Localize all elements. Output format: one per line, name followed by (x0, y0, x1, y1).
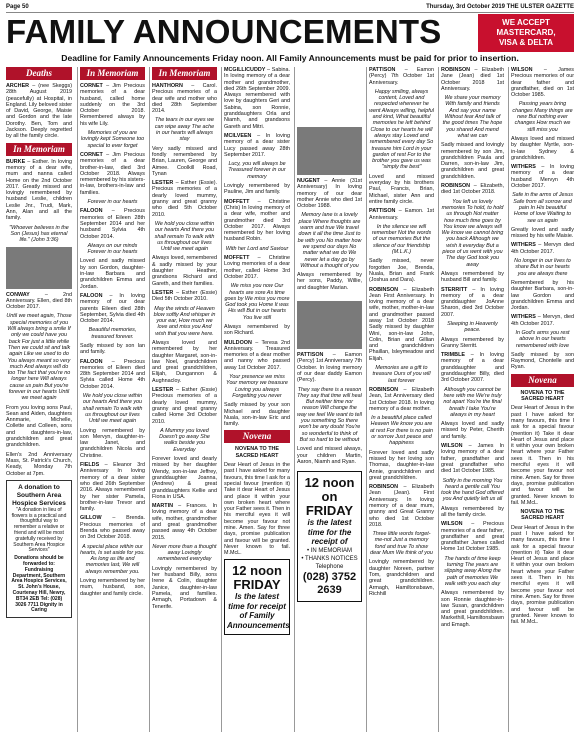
notice-withers-2 (511, 242, 574, 255)
notice-moffett (224, 199, 290, 243)
notice-verse: Safe in the arms of Jesus Safe from all sorrow and pain In His beautiful Home of love Waiting to see us again (512, 192, 573, 224)
notice-archer (6, 83, 72, 140)
notice-text: – In loving memory of our dear parents Eileen died 28th September, Sylvia died 4th October 2014. (80, 292, 145, 325)
notice-name: ROBINSON (369, 286, 399, 293)
notice-name: MARTIN (152, 503, 173, 510)
notice-signature: Remembered by his daughter Barbara, son-in-law Gordon and grandchildren Emma and Jordan. (511, 279, 574, 312)
novena-title: NOVENA TO THE SACRED HEART (520, 509, 565, 522)
in-memoriam-header: In Memoriam (152, 67, 217, 80)
notice-signature: Sadly missed by your son Michael and daughter Nuala, son-in-law Eric and family. (224, 402, 290, 428)
notice-name: FALOON (80, 208, 103, 215)
column-3 (149, 67, 219, 732)
notice-text: – Esther (Essie). Precious memories of a dearly loved mummy, granny and great granny who died 5th October 2010. (152, 180, 217, 218)
cards-accepted-badge (478, 14, 574, 52)
notice-signature: Always remembered by son Richard. (224, 323, 290, 337)
notice-text: – James Precious memories of our dear father and grandfather, died on 1st October 1985. (511, 67, 574, 99)
noon-text: Is the latest time for receipt of Family Announcements (227, 592, 290, 630)
notice-verse: With her Lord and Saviour (225, 245, 289, 252)
notice-text: – Precious memories of Eileen died 28th September 2014 and Sylvia called Home 4th October 2014. (80, 358, 145, 390)
notice-cornet-2 (80, 152, 145, 196)
notice-signature: Forever loved and sadly missed by her loving son Thomas, daughter-in-law Annie, grandchildren and great grandchildren. (369, 449, 434, 481)
notice-verse: A Mummy you loved Doesn't go away She walks beside you Everyday (159, 427, 210, 453)
notice-name: BURKE (6, 158, 26, 165)
notice-signature: Always remembered by son Ronnie daughter-in-law Susan, grandchildren and great grandchildren. Markethill, Hamiltonsbawn and Emagh. (441, 590, 504, 628)
notice-lester (152, 180, 217, 218)
notice-verse: Softly in the morning You heard a gentle call You took the hand God offered you And quietly left us all (441, 477, 504, 503)
notice-gillow (80, 515, 145, 540)
noon-item-thanks: • THANKS NOTICES (301, 555, 358, 562)
notice-signature: Loving remembered by her mum, husband, son, daughter and family circle. (80, 578, 145, 597)
notice-robinson-2 (369, 387, 434, 412)
notice-verse: Although you cannot be here with me We're truly not apart You're the final breath I take You're always in my heart (443, 386, 502, 418)
notice-pattison (297, 352, 362, 383)
column-6 (366, 67, 436, 732)
notice-verse: You left us lovely memories To hold, to hold us through Not matter how much time goes by You know we always will We know we cannot bring you back Although we wish it everyday But a piece of us went with you The day God took you away (441, 198, 504, 268)
notice-verse: In God's arms you rest above In our hearts remembered with love (515, 329, 570, 349)
notice-verse: May the winds of Heaven blow softly And whisper in your ear, How much we love and miss you And wish that you were here. (153, 305, 216, 337)
notice-name: WITHERS (511, 164, 536, 171)
notice-text: – Brenda. Precious memories of Brenda who passed away on 3rd October 2018. (80, 515, 145, 541)
notice-name: ROBINSON (369, 386, 399, 393)
notice-withers (511, 164, 574, 189)
notice-name: WITHERS (511, 242, 536, 249)
notice-text: – Elizabeth Jean First Anniversary. In loving memory of a dear wife, mother, mother-in-law and grandmother passed away 1st October 2018 Sadly missed by daughter Wini, son-in-law John, Colin, Brian and Gillian and grandchildren Phaillan, Isleymeadow and Elijah. (369, 286, 435, 362)
notice-pattison-2 (369, 67, 434, 86)
notice-text: – Frances. In loving memory of a dear wife, mother, grandmother and great grandmother passed away 4th October 2015. (152, 503, 217, 541)
notice-signature: Always loved, remembered & sadly missed by your daughter Heather, grandsons Richard and Gareth, and their families. (152, 255, 218, 287)
notice-robinson (369, 287, 434, 363)
notice-text: – In loving memory of a dear granddaughter JoAnne Sharon, died 3rd October 2007. (441, 286, 505, 318)
notice-verse: Beautiful memories, treasured forever. (88, 327, 137, 340)
noon-telephone-label: Telephone (315, 563, 344, 570)
notice-verse: Sleeping in Heavenly peace. (447, 320, 498, 334)
notice-name: WITHERS (511, 314, 536, 321)
notice-name: WILSON (441, 443, 463, 450)
notice-verse: They say there is a reason They say that time will heal But neither time nor reason Will change the way we feel We want to tell you something So there won't be any doubt You're so wonderful to think of But so hard to be without (297, 386, 362, 443)
cards-line-2: MASTERCARD, (496, 28, 556, 37)
hospice-donation-box (6, 480, 72, 618)
notice-hanthorn (152, 83, 217, 114)
notice-mcilveen (224, 133, 290, 158)
notice-lester-3 (152, 387, 217, 425)
column-8 (508, 67, 574, 732)
notice-signature: Sadly missed and lovingly remembered by son Jim, grandchildren Paula and Darren, son-in-law Jim, grandchildren and great grandchildren. (441, 142, 504, 180)
notice-cornet (80, 83, 145, 127)
notice-signature: Always remembered by husband Bill and family. (441, 270, 504, 284)
notice-text: – 2nd Anniversary. Ellen, died 8th October 2017. (6, 291, 72, 311)
notice-faloon (80, 208, 145, 239)
notice-text: – In loving memory of a dear granddaughter and granddaughter Billy, died 3rd October 2007. (441, 352, 505, 384)
notice-signature: From you loving sons Paul, Sean and Aiden, daughters Annmarie, Michelle, Collette and Colleen, sons and daughters-in-law, grandchildren and great grandchildren. (6, 404, 72, 449)
notice-name: TRIMBLE (441, 352, 465, 359)
notice-name: HANTHORN (152, 83, 183, 89)
notice-text: – Elizabeth, died 1st October 2018. (441, 183, 505, 196)
novena-header: Novena (224, 430, 290, 443)
novena-title: NOVENA TO THE SACRED HEART (234, 446, 280, 459)
notice-name: GILLOW (80, 515, 102, 522)
announcements-columns (6, 67, 574, 732)
notice-mass: Ellen's 2nd Anniversary Mass, St. Patrick's Church, Keady, Monday 7th October at 7pm. (6, 451, 72, 477)
page-number: Page 50 (6, 4, 29, 10)
notice-verse: A special place within our hearts, Is set aside for you. As long as life and memories last, We will always remember you. (80, 543, 145, 575)
notice-text: – (nee Skeggs) 28th August 2019 (peacefully) at Hospital, in England. Lily beloved sister of David, George, Maisie and Gordon and the late Dorothy. Ben, Tom and Jackson. Deeply regretted by all the family circle. (6, 83, 72, 140)
novena-text: Dear Heart of Jesus in the past I have asked for many favours, this time I ask for a special favour (mention it) Take it dear Heart of Jesus and place it within your own broken heart where your Father sees it. Then in his merciful eyes it will become your favour not mine. Amen. Say for three days, promise publication and favour will be granted. Never known to fail. M.McL. (224, 462, 290, 557)
notice-text: – Elizabeth Jean (Jean). First Anniversary. In loving memory of a dear mum, granny and Great Granny who died 1st October 2018. (369, 484, 435, 528)
novena-text: Dear Heart of Jesus in the past I have asked for many favours, this time I ask for a special favour (mention it) Take it dear Heart of Jesus and place it within your own broken heart where your Father sees it. Then in his merciful eyes it will become your favour not mine. Amen. Say for three days, promise publication and favour will be granted. Never known to fail. M.McL. (511, 405, 574, 506)
notice-text: – Christine (Chris) In loving memory of a dear wife, mother and grandmother died 3rd October 2017. Always remembered by her loving husband Robin. (224, 198, 290, 243)
notice-signature: Very sadly missed and fondly remembered by Brian, Lauren, George and Aimee. Coolkill Road, Tynan (152, 145, 217, 177)
notice-verse: Never more than a thought away Lovingly remembered everyday (152, 543, 217, 563)
memorial-photo (297, 127, 362, 175)
notice-signature: Loved and missed everyday by his brothers Paul, Francis, Brian, Michael, sister Ann and entire family circle. (369, 173, 434, 205)
notice-name: CORNET (80, 151, 103, 158)
notice-text: – Christine Loving memories of a dear mother, called Home 3rd October 2017. (224, 255, 290, 280)
donation-title: A donation to Southern Area Hospice Services (12, 483, 66, 507)
notice-name: ROBINSON (369, 484, 399, 491)
notice-signature: Sadly missed by son Raymond, Chontelle and Ryan. (511, 351, 574, 371)
notice-name: FALOON (80, 358, 103, 365)
notice-text: – Sabina. In loving memory of a dear mother and grandmother, died 26th September 2009. Always remembered with love by daughters Geri and Sabina, son Ronnie, granddaughters Orla and Niamh, and grandsons Gareth and Mitri. (224, 67, 291, 130)
noon-deadline-box (224, 559, 290, 635)
notice-verse: In the silence we will remember Not the words of our memories But the silence of our friendship (M.L.K.) (371, 223, 432, 256)
notice-verse: Passing years bring changes Many things are new But nothing ever changes How much we still miss you (512, 101, 573, 133)
notice-text: – Eamon. 1st Anniversary. (369, 208, 435, 221)
notice-verse: Always on our minds Forever in our hearts (87, 242, 138, 256)
notice-verse: "Whoever believes in the Son (Jesus) has eternal life." (John 3:36) (9, 224, 69, 244)
notice-name: PATTISON (369, 67, 396, 73)
noon-day: FRIDAY (305, 503, 354, 519)
notice-text: – Jim Precious memories of a dear brother-in-law, died 3rd October 2018. Always remembered by his sisters-in-law, brothers-in-law and families. (80, 151, 146, 196)
notice-signature: Loved and sadly missed by son Gordon, daughter-in-law Barbara and grandchildren Emma and Jordan. (80, 258, 145, 290)
notice-text: – In loving memory of a dear husband Mervyn 4th October 2017. (511, 164, 574, 190)
notice-verse: We miss you now Our hearts are sore As time goes by We miss you more God took you Home It was His will But in our hearts You live still (224, 283, 290, 321)
notice-nugent (297, 178, 362, 209)
noon-time: 12 noon (232, 563, 282, 579)
notice-sterritt (441, 287, 504, 318)
novena-header: Novena (511, 374, 574, 387)
notice-name: MOFFETT (224, 198, 250, 205)
notice-text: – Carol. Precious memories of a dear wife and mother who died 28th September 2014. (152, 83, 217, 115)
notice-name: FIELDS (80, 462, 100, 469)
notice-text: – Elizabeth Jean, 1st Anniversary died 1st October 2018. In loving memory of a dear mother. (369, 386, 435, 412)
notice-verse: Three little words forget-me-not Just a memory fond and true To show dear Mum We think of you (370, 531, 433, 557)
cards-line-3: VISA & DELTA (498, 38, 554, 47)
noon-time: 12 noon on (304, 475, 355, 505)
notice-signature: Always remembered by Granny Sterritt. (441, 336, 504, 349)
notice-verse: Forever in our hearts (87, 199, 138, 206)
notice-moffett-2 (224, 255, 290, 280)
notice-text: – Eamon (Percy) 7th October 1st Anniversary. (369, 67, 434, 86)
column-5 (294, 67, 364, 732)
notice-name: MULDOON (224, 339, 252, 346)
notice-faloon-3 (80, 359, 145, 390)
notice-text: – In loving memory of a dear sister Lucy passed away 28th September 2017. (224, 132, 290, 158)
notice-wilson-2 (441, 521, 504, 552)
notice-verse: Memories are a gift to treasure Ours of you will last forever (372, 365, 431, 384)
in-memoriam-header: In Memoriam (6, 143, 72, 156)
notice-signature: Sadly missed, never forgotten Joe, Brenda, Nuala, Brian and Frank (Joshua and Dara). (369, 258, 434, 284)
notice-signature: Loved and missed always, your children Martin, Aaron, Niamh and Ryan. (297, 446, 362, 465)
notice-text: – Esther (Essie) Died 5th October 2010. (152, 289, 217, 303)
notice-name: PATTISON (369, 208, 396, 215)
notice-signature: Forever loved and dearly missed by her daughter Wendy, son-in-law Jeffrey, granddaughter Joanna, (Andrew) & great granddaughters Kellie and Fiona in USA. (152, 456, 217, 500)
notice-muldoon (224, 340, 290, 371)
notice-name: NUGENT (297, 178, 320, 184)
notice-name: ROBINSON (441, 183, 471, 190)
notice-name: ARCHER (6, 83, 30, 89)
notice-robinson-5 (441, 183, 504, 196)
notice-signature: Always remembered by her sons, Paddy, Willie, and daughter Marian. (297, 272, 362, 291)
noon-item-memoriam: • IN MEMORIAM (306, 547, 353, 554)
notice-name: MOFFETT (224, 255, 250, 262)
notice-trimble (441, 352, 504, 383)
notice-wilson-3 (511, 67, 574, 98)
notice-verse: Your presence we miss Your memory we treasure Loving you always Forgetting you never (226, 374, 288, 399)
notice-signature: Sadly missed by son Ian and family. (80, 342, 145, 356)
notice-text: – Teresa 2nd Anniversary. Treasured memories of a dear mother and nanny who passed away 1st October 2017. (224, 339, 290, 371)
notice-verse: We hold you close within our hearts And there you shall remain To walk with us throughout our lives Until we meet again (154, 220, 215, 253)
notice-text: – Mervyn died 4th October 2017. (511, 242, 574, 255)
notice-verse: The tears in our eyes we can wipe away The ache in our hearts will always stay (154, 117, 215, 143)
notice-verse: No longer in our lives to share But in our hearts you are always there (514, 258, 571, 277)
noon-receipt-box (297, 471, 362, 602)
notice-name: CORNET (80, 83, 103, 89)
novena-title: NOVENA TO THE SACRED HEART (520, 389, 565, 403)
notice-name: WILSON (441, 521, 463, 528)
deadline-notice: Deadline for Family Announcements Friday noon. All Family Announcements must be paid for prior to insertion. (61, 53, 519, 63)
page-title: FAMILY ANNOUNCEMENTS (6, 13, 442, 50)
notice-verse: The hands of time keep turning The years are slipping away Along the path of memories We walk with you each day (444, 555, 501, 587)
column-4 (221, 67, 292, 732)
notice-signature: Always loved and sadly missed by Peter, Cherith and family. (441, 421, 504, 440)
notice-name: CONWAY (6, 291, 30, 298)
notice-name: FALOON (80, 292, 103, 299)
notice-verse: Memory lane is a lovely place Where thoughts are warm and true We travel down it all the time Just to be with you No matter how we spend our days No matter what we do We never let a day go by Without a thought of you (297, 212, 362, 269)
notice-verse: In a beautiful place called Heaven We know you are at rest For there is no pain or sorrow Just peace and happiness (370, 415, 433, 447)
notice-text: – Eleanor 3rd Anniversary In loving memory of a dear sister who died 26th September 2016. Always remembered by her sister Pamela, brother-in-law Trevor and family. (80, 462, 145, 513)
notice-text: – Precious memories of a dear father, grandfather and great grandfather James called Home 1st October 1985. (441, 521, 504, 553)
notice-text: – James In loving memory of a dear father, grandfather and great grandfather who died 1st October 1985. (441, 443, 505, 475)
notice-verse: Happy smiling, always content, Loved and respected wherever he went Always willing, helpful and kind, What beautiful memories he left behind Close to our hearts he will always stay Loved and remembered every day So treasure him Lord in your garden of rest For to the brother you gave us was "simply the best" (369, 88, 434, 171)
notice-wilson (441, 443, 504, 474)
notice-name: LESTER (152, 180, 174, 187)
notice-verse: We hold you close within our hearts And there you shall remain To walk with us throughout our lives Until we meet again (82, 393, 143, 425)
notice-text: – Jim Precious memories of a dear husband, called home suddenly on the 3rd October 2018. Remembered always by his wife Lily. (80, 83, 145, 127)
notice-name: WILSON (511, 67, 533, 73)
column-1 (6, 67, 74, 732)
notice-name: MCGILLICUDDY (224, 67, 266, 73)
memorial-photo (6, 247, 72, 289)
notice-martin (152, 503, 217, 541)
notice-withers-3 (511, 314, 574, 327)
notice-text: – Eamon (Percy) 1st Anniversary 7th October. In loving memory of our dear daddy Eamon (Percy). (297, 352, 362, 384)
notice-robinson-3 (369, 484, 434, 528)
notice-verse: Memories of you are lovingly kept Someone too special to ever forget (80, 130, 145, 149)
noon-text: is the latest time for the receipt of (307, 518, 352, 547)
notice-fields (80, 462, 145, 512)
notice-robinson-4 (441, 67, 504, 92)
notice-name: LESTER (152, 387, 174, 394)
notice-text: – Mervyn, died 4th October 2017. (511, 314, 574, 327)
notice-name: PATTISON (297, 352, 324, 359)
notice-burke (6, 159, 72, 222)
notice-signature: Lovingly remembered by her husband Billy, sons Irene & Colin, daughter Janice, daughter-in-law Pamela, and families. Armagh, Portadown & Tenerife. (152, 565, 217, 610)
notice-pattison-3 (369, 208, 434, 221)
page-header-line (6, 3, 574, 13)
notice-text: – Precious memories of Eileen 28th September 2014 and her husband Sylvia 4th October 2014. (80, 208, 145, 240)
deaths-header: Deaths (6, 67, 72, 80)
title-banner (6, 15, 476, 49)
notice-signature: Greatly loved and sadly missed by his wife Maisie. (511, 226, 574, 240)
notice-text: – Annie (31st Anniversary) In loving memory of our dear mother Annie who died 1st October 1988. (297, 178, 363, 210)
notice-verse: Lucy, you will always be Treasured forever in our memory (228, 161, 286, 180)
notice-signature: Always remembered by all the family circle. (441, 505, 504, 518)
notice-name: LESTER (152, 289, 174, 296)
notice-text: – Elizabeth Jane (Jean) died 1st October 2018 1st Anniversary. (441, 67, 505, 92)
donation-contact: Donations should be forwarded to: Fundraising Department, Southern Area Hospice Services, St. John's House, Courtenay Hill, Newry, BT34 2EB Tel: (028) 3026 7711 Dignity in Caring (11, 555, 67, 614)
notice-text: – Esther (Essie) Precious memories of a dearly loved mummy, granny and great granny called Home 3rd October 2010. (152, 387, 217, 425)
notice-signature: Loving remembered by son Mervyn, daughter-in-law Janet, and grandchildren Nicola and Christine. (80, 427, 145, 459)
notice-signature: Always loved and remembered by her daughter Margaret, son-in-law Noel, grandchildren and great grandchildren, Elijah, Dungannon & Aughnacloy. (152, 339, 217, 384)
in-memoriam-header: In Memoriam (80, 67, 145, 80)
cards-line-1: WE ACCEPT (502, 18, 550, 27)
notice-name: STERRITT (441, 286, 468, 293)
column-2 (77, 67, 147, 732)
notice-signature: Lovingly remembered by daughter Noreen, partner Tom, grandchildren and great grandchildren. Armagh, Hamiltonsbawn, Richhill (369, 559, 434, 597)
notice-mcgillicuddy (224, 67, 290, 130)
notice-name: MCILVEEN (224, 132, 252, 139)
notice-lester-2 (152, 290, 217, 303)
notice-verse: Until we meet again, Those special memories of you Will always bring a smile If only we could have you back For just a little while Then we could sit and talk again Like we used to do You always meant so very much And always will do too The fact that you're no longer here Will always cause us pain But you're forever in our hearts Until we meet again (6, 313, 72, 402)
notice-faloon-2 (80, 293, 145, 324)
notice-verse: We share your memory With family and friends And say your name Without fear And talk of the good times The hope you shared And mend what we can (442, 95, 503, 139)
memorial-photo (297, 301, 362, 349)
notice-conway (6, 292, 72, 311)
donation-text: "A donation in lieu of flowers is a practical and thoughtful way to remember a relative or friend and will be most gratefully received by Southern Area Hospice Services" (11, 506, 67, 554)
notice-text: – Esther. In loving memory of a dear wife, mum and nanna called Home on the 2nd October 2017. Greatly missed and lovingly remembered by husband Leslie, children Leslie Jnr., Trudi, Mark, Ann, Alan and all the family. (6, 158, 72, 222)
notice-signature: Lovingly remembered by Pauline, Jim and family. (224, 183, 290, 196)
issue-date: Thursday, 3rd October 2019 THE ULSTER GAZETTE (426, 4, 574, 10)
column-7 (438, 67, 506, 732)
notice-name: ROBINSON (441, 67, 471, 73)
notice-signature: Always loved and missed by daughter Myrtle, son-in-law Sydney & grandchildren. (511, 135, 574, 161)
noon-telephone-number: (028) 3752 2639 (302, 570, 357, 596)
novena-text: Dear Heart of Jesus in the past I have asked for many favours, this time I ask for a special favour (mention it) Take it dear Heart of Jesus and place it within your own broken heart where your Father sees it. Then in his merciful eyes it will become your favour not mine. Amen. Say for three days, promise publication and favour will be granted. Never known to fail. M.McL. (511, 524, 574, 626)
noon-day: FRIDAY (233, 577, 281, 593)
